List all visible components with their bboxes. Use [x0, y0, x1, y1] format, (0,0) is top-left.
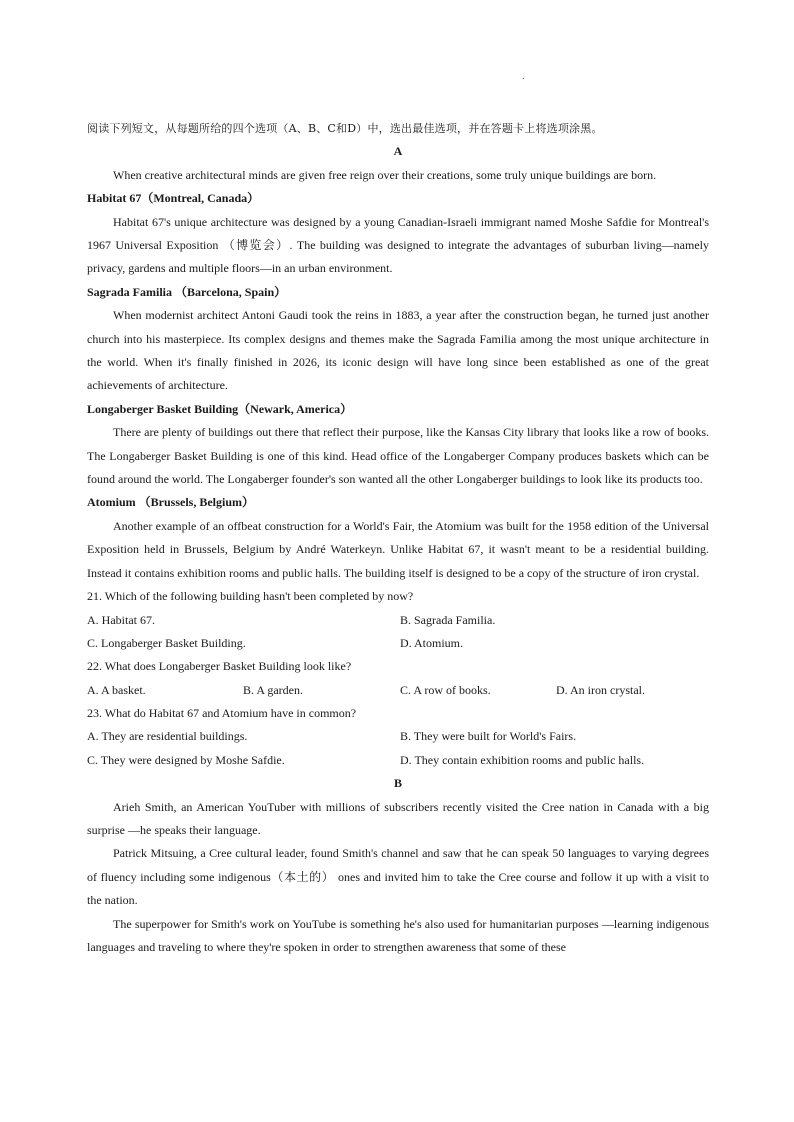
section-b-paragraph-2: Patrick Mitsuing, a Cree cultural leader, found Smith's channel and saw that he can speak 50 languages to varying degrees of fluency including some indigenous（本土的） ones and invited him to take the Cree course and follow it up with a visit to the nation.	[87, 846, 709, 908]
question-21-options-row1	[87, 609, 709, 632]
section-b-paragraph-3: The superpower for Smith's work on YouTube is something he's also used for humanitarian purposes —learning indigenous languages and traveling to where they're spoken in order to strengthen awareness that some of these	[87, 916, 709, 955]
page-dot: .	[522, 71, 525, 82]
question-23-options-row2	[87, 749, 709, 772]
building-heading-habitat: Habitat 67（Montreal, Canada）	[87, 191, 260, 206]
option-21-c[interactable]: C. Longaberger Basket Building.	[87, 635, 246, 650]
reading-content	[87, 117, 709, 960]
question-21: 21. Which of the following building hasn't been completed by now?	[87, 589, 414, 604]
option-23-b[interactable]: B. They were built for World's Fairs.	[400, 729, 577, 744]
option-23-a[interactable]: A. They are residential buildings.	[87, 729, 248, 744]
building-heading-atomium: Atomium （Brussels, Belgium）	[87, 495, 255, 510]
option-22-b[interactable]: B. A garden.	[243, 682, 303, 697]
option-21-d[interactable]: D. Atomium.	[400, 635, 464, 650]
building-text-atomium: Another example of an offbeat construction for a World's Fair, the Atomium was built for the 1958 edition of the Universal Exposition held in Brussels, Belgium by André Waterkeyn. Unlike Habitat 67, it wasn't meant to be a residential building. Instead it contains exhibition rooms and public halls. The building itself is designed to be a copy of the structure of iron crystal.	[87, 518, 709, 580]
option-23-d[interactable]: D. They contain exhibition rooms and public halls.	[400, 752, 645, 767]
building-heading-longaberger: Longaberger Basket Building（Newark, America）	[87, 401, 353, 416]
building-text-sagrada: When modernist architect Antoni Gaudi took the reins in 1883, a year after the construction began, he turned just another church into his masterpiece. Its complex designs and themes make the Sagrada Familia among the most unique architecture in the world. When it's finally finished in 2026, its iconic design will have long since been established as one of the great achievements of architecture.	[87, 308, 709, 393]
option-23-c[interactable]: C. They were designed by Moshe Safdie.	[87, 752, 285, 767]
option-21-a[interactable]: A. Habitat 67.	[87, 612, 155, 627]
building-text-habitat: Habitat 67's unique architecture was designed by a young Canadian-Israeli immigrant named Moshe Safdie for Montreal's 1967 Universal Exposition （博览会）. The building was designed to integrate the advantages of suburban living—namely privacy, gardens and multiple floors—in an urban environment.	[87, 214, 709, 276]
question-23-options-row1	[87, 725, 709, 748]
option-22-c[interactable]: C. A row of books.	[400, 682, 491, 697]
building-text-longaberger: There are plenty of buildings out there that reflect their purpose, like the Kansas City library that looks like a row of books. The Longaberger Basket Building is one of this kind. Head office of the Longaberger Company produces baskets which can be found around the world. The Longaberger founder's son wanted all the other Longaberger buildings to look like its products too.	[87, 425, 709, 487]
section-b-paragraph-1: Arieh Smith, an American YouTuber with millions of subscribers recently visited the Cree nation in Canada with a big surprise —he speaks their language.	[87, 799, 709, 838]
question-22: 22. What does Longaberger Basket Building look like?	[87, 659, 352, 674]
question-21-options-row2	[87, 632, 709, 655]
section-b-label: B	[393, 776, 402, 791]
question-23: 23. What do Habitat 67 and Atomium have in common?	[87, 706, 357, 721]
question-22-options	[87, 679, 709, 702]
section-a-intro: When creative architectural minds are given free reign over their creations, some truly unique buildings are born.	[113, 167, 657, 182]
option-22-a[interactable]: A. A basket.	[87, 682, 146, 697]
section-a-label: A	[393, 144, 403, 159]
option-22-d[interactable]: D. An iron crystal.	[556, 682, 645, 697]
building-heading-sagrada: Sagrada Familia （Barcelona, Spain）	[87, 284, 287, 299]
option-21-b[interactable]: B. Sagrada Familia.	[400, 612, 496, 627]
instruction: 阅读下列短文，从每题所给的四个选项（A、B、C和D）中，选出最佳选项，并在答题卡上将选项涂黑。	[87, 122, 603, 135]
